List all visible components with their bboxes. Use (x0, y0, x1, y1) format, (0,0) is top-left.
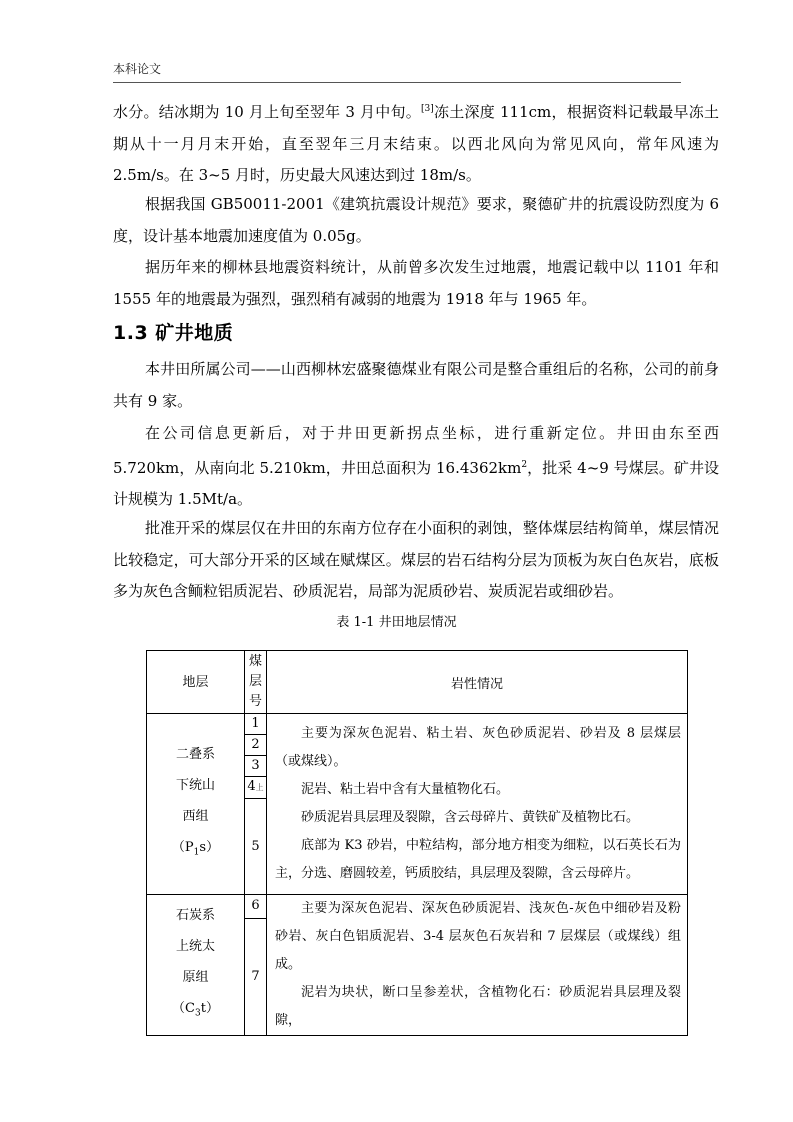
lithology-carboniferous (267, 895, 688, 1036)
paragraph-earthquake-history: 据历年来的柳林县地震资料统计，从前曾多次发生过地震，地震记载中以 1101 年和 1555 年的地震最为强烈，强烈稍有减弱的地震为 1918 年与 1965 年。 (113, 258, 719, 308)
paragraph-text: 冻土深度 111cm，根据资料记载最早冻土期从十一月月末开始，直至翌年三月末结束。以西北风向为常见风向，常年风速为 2.5m/s。在 3~5 月时，历史最大风速达到过 18m/s。 (113, 103, 719, 184)
stratum-code-text: （C (172, 1001, 195, 1017)
lithology-line: 泥岩为块状，断口呈参差状，含植物化石：砂质泥岩具层理及裂隙， (275, 985, 681, 1028)
paragraph-text: ，批采 4~9 号煤层。矿井设计规模为 1.5Mt/a。 (113, 458, 720, 508)
seam-3: 3 (245, 756, 267, 777)
stratum-code (147, 993, 244, 1030)
stratum-code (147, 832, 244, 869)
strata-table (146, 650, 688, 1036)
stratum-code-text: t） (200, 1001, 219, 1017)
table-header-row (147, 651, 688, 714)
superscript: 2 (521, 459, 528, 470)
stratum-line: 石炭系 (175, 908, 215, 924)
section-title: 1.3 矿井地质 (113, 322, 234, 344)
lithology-line: 主要为深灰色泥岩、深灰色砂质泥岩、浅灰色-灰色中细砂岩及粉砂岩、灰白色铝质泥岩、3-4 层灰色石灰岩和 7 层煤层（或煤线）组成。 (275, 901, 681, 972)
stratum-line: 西组 (182, 809, 209, 825)
lithology-permian (267, 714, 688, 895)
seam-6: 6 (245, 895, 267, 919)
paragraph-coal-seams: 批准开采的煤层仅在井田的东南方位存在小面积的剥蚀，整体煤层结构简单，煤层情况比较稳定，可大部分开采的区域在赋煤区。煤层的岩石结构分层为顶板为灰白色灰岩，底板多为灰色含鲕粒铝质泥岩、砂质泥岩，局部为泥质砂岩、炭质泥岩或细砂岩。 (113, 519, 719, 600)
paragraph-seismic-code: 根据我国 GB50011-2001《建筑抗震设计规范》要求，聚德矿井的抗震设防烈度为 6 度，设计基本地震加速度值为 0.05g。 (113, 195, 719, 245)
header-stratum: 地层 (147, 651, 245, 714)
page-header-label: 本科论文 (113, 62, 162, 76)
stratum-code-sub: 1 (193, 847, 200, 858)
seam-4-sub: 上 (255, 783, 264, 792)
table-row (147, 895, 688, 919)
stratum-code-text: （P (171, 840, 194, 856)
lithology-line: 砂质泥岩具层理及裂隙，含云母碎片、黄铁矿及植物比石。 (301, 810, 640, 825)
stratum-cell-permian (147, 714, 245, 895)
stratum-line: 原组 (182, 970, 209, 986)
stratum-line: 下统山 (175, 778, 215, 794)
paragraph-text: 在公司信息更新后，对于井田更新拐点坐标，进行重新定位。井田由东至西 5.720km，从南向北 5.210km，井田总面积为 16.4362km (113, 424, 719, 477)
seam-5: 5 (245, 799, 267, 895)
header-seam-text: 煤层号 (249, 654, 263, 709)
lithology-line: 底部为 K3 砂岩，中粒结构，部分地方相变为细粒，以石英长石为主，分选、磨圆较差，钙质胶结，具层理及裂隙，含云母碎片。 (275, 838, 681, 881)
paragraph-text: 水分。结冰期为 10 月上旬至翌年 3 月中旬。 (113, 103, 421, 121)
stratum-code-sub: 3 (194, 1008, 201, 1019)
stratum-code-text: s） (199, 840, 220, 856)
header-seam (245, 651, 267, 714)
lithology-line: 主要为深灰色泥岩、粘土岩、灰色砂质泥岩、砂岩及 8 层煤层（或煤线）。 (275, 726, 681, 769)
lithology-line: 泥岩、粘土岩中含有大量植物化石。 (301, 782, 510, 797)
table-caption: 表 1-1 井田地层情况 (336, 615, 457, 630)
seam-7: 7 (245, 918, 267, 1035)
paragraph-climate (113, 94, 719, 192)
header-rule (113, 82, 681, 83)
citation-ref: [3] (420, 104, 434, 114)
paragraph-company: 本井田所属公司——山西柳林宏盛聚德煤业有限公司是整合重组后的名称，公司的前身共有 9 家。 (113, 360, 719, 410)
header-lithology: 岩性情况 (267, 651, 688, 714)
seam-4 (245, 777, 267, 799)
stratum-line: 上统太 (175, 939, 215, 955)
seam-1: 1 (245, 714, 267, 735)
seam-2: 2 (245, 735, 267, 756)
stratum-line: 二叠系 (175, 747, 215, 763)
paragraph-minefield (113, 418, 719, 516)
table-row (147, 714, 688, 735)
stratum-cell-carboniferous (147, 895, 245, 1036)
seam-4-number: 4 (247, 779, 256, 794)
